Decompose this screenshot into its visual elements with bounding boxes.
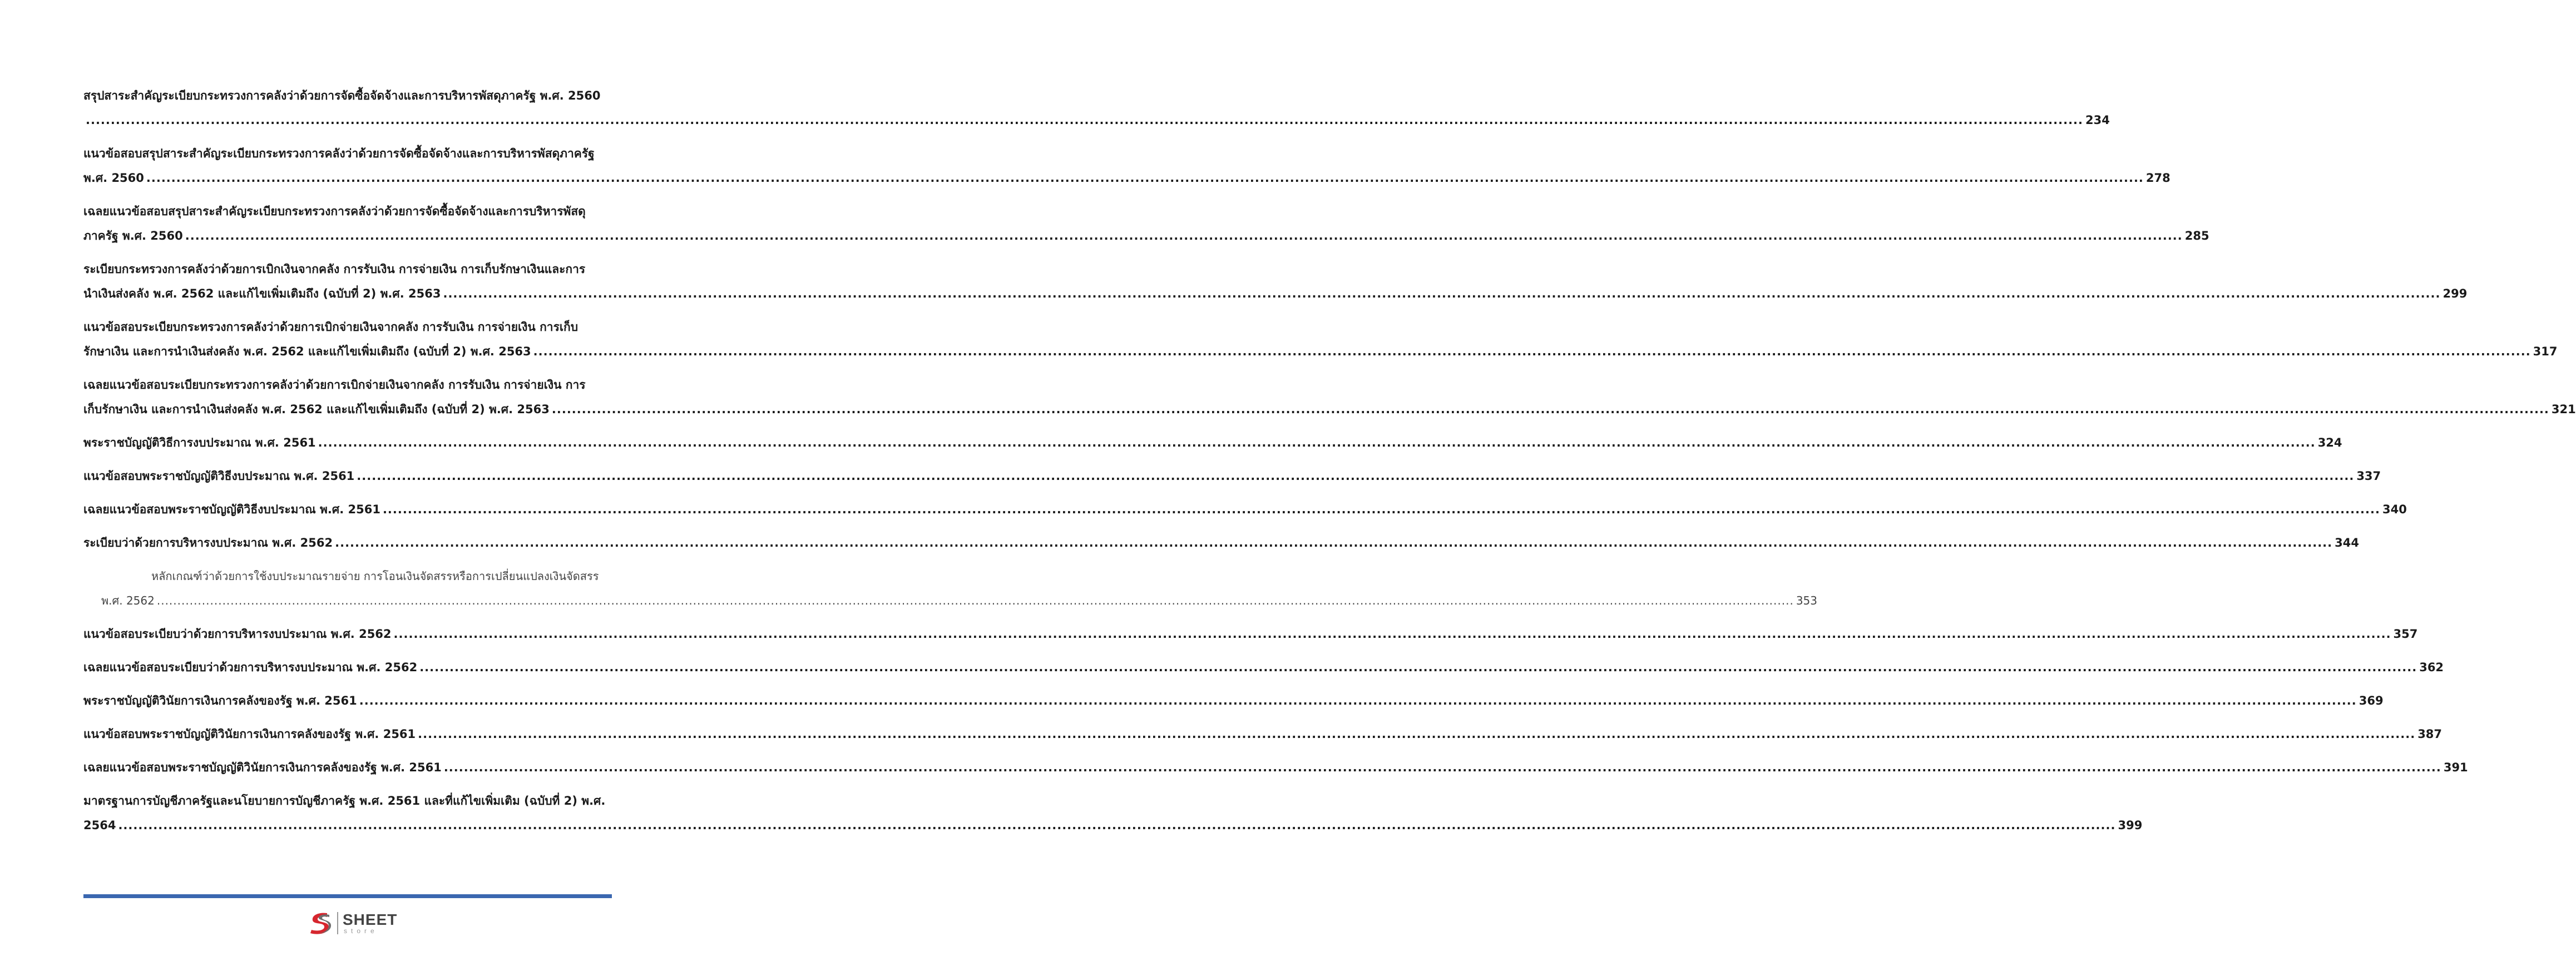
toc-entry-title-line2: เฉลยแนวข้อสอบระเบียบว่าด้วยการบริหารงบประมาณ พ.ศ. 2562	[83, 661, 418, 674]
toc-page-number: 369	[2359, 694, 2384, 707]
toc-leader-dots: ................................................................................................................................................................................................................................................................................................................................................................................................................	[118, 819, 2116, 832]
toc-entry[interactable]	[83, 430, 2342, 455]
toc-page-number: 353	[1796, 594, 1818, 607]
toc-page-number: 387	[2417, 727, 2442, 741]
toc-entry[interactable]	[83, 531, 2359, 555]
toc-entry[interactable]	[83, 755, 2468, 780]
toc-page-number: 321	[2551, 403, 2576, 416]
toc-leader-dots: ................................................................................................................................................................................................................................................................................................................................................................................................................	[443, 761, 2441, 774]
toc-entry[interactable]	[83, 373, 2576, 422]
toc-entry-title-line2: เฉลยแนวข้อสอบพระราชบัญญัติวิธีงบประมาณ พ.ศ. 2561	[83, 503, 380, 516]
toc-entry-title-line2: แนวข้อสอบระเบียบว่าด้วยการบริหารงบประมาณ พ.ศ. 2562	[83, 627, 392, 641]
toc-leader-dots: ................................................................................................................................................................................................................................................................................................................................................................................................................	[382, 503, 2380, 516]
toc-entry[interactable]	[83, 497, 2407, 522]
toc-page-number: 337	[2356, 469, 2381, 483]
toc-page-number: 285	[2184, 229, 2209, 242]
toc-entry-title-line2: เฉลยแนวข้อสอบพระราชบัญญัติวินัยการเงินการคลังของรัฐ พ.ศ. 2561	[83, 761, 442, 774]
toc-page-number: 391	[2443, 761, 2468, 774]
toc-leader-dots: ................................................................................................................................................................................................................................................................................................................................................................................................................	[393, 627, 2391, 641]
toc-leader-dots: ................................................................................................................................................................................................................................................................................................................................................................................................................	[86, 113, 2084, 127]
toc-entry[interactable]	[83, 688, 2384, 713]
logo-brand-text: SHEET	[343, 911, 398, 928]
toc-page-number: 340	[2382, 503, 2407, 516]
toc-page-number: 357	[2393, 627, 2418, 641]
toc-leader-dots: ................................................................................................................................................................................................................................................................................................................................................................................................................	[318, 436, 2316, 449]
toc-leader-dots: ................................................................................................................................................................................................................................................................................................................................................................................................................	[146, 171, 2144, 185]
toc-entry-title-line2: แนวข้อสอบพระราชบัญญัติวินัยการเงินการคลังของรัฐ พ.ศ. 2561	[83, 727, 416, 741]
toc-entry[interactable]	[83, 464, 2381, 488]
toc-entry-title-line1: หลักเกณฑ์ว่าด้วยการใช้งบประมาณรายจ่าย การโอนเงินจัดสรรหรือการเปลี่ยนแปลงเงินจัดสรร	[151, 569, 599, 583]
toc-entry-title-line1: แนวข้อสอบระเบียบกระทรวงการคลังว่าด้วยการเบิกจ่ายเงินจากคลัง การรับเงิน การจ่ายเงิน การเก็บ	[83, 320, 579, 334]
toc-entry[interactable]	[83, 655, 2444, 680]
toc-entry[interactable]	[83, 722, 2442, 746]
toc-page-number: 278	[2145, 171, 2170, 185]
toc-entry-title-line1: เฉลยแนวข้อสอบสรุปสาระสำคัญระเบียบกระทรวงการคลังว่าด้วยการจัดซื้อจัดจ้างและการบริหารพัสดุ	[83, 205, 586, 218]
toc-leader-dots: ................................................................................................................................................................................................................................................................................................................................................................................................................	[419, 661, 2417, 674]
toc-entry[interactable]	[83, 141, 2170, 190]
sheet-store-logo-icon	[307, 910, 334, 937]
toc-entry-title-line2: นำเงินส่งคลัง พ.ศ. 2562 และแก้ไขเพิ่มเติมถึง (ฉบับที่ 2) พ.ศ. 2563	[83, 287, 441, 300]
toc-entry[interactable]	[83, 789, 2143, 838]
toc-entry-title-line2: เก็บรักษาเงิน และการนำเงินส่งคลัง พ.ศ. 2562 และแก้ไขเพิ่มเติมถึง (ฉบับที่ 2) พ.ศ. 2563	[83, 403, 550, 416]
toc-page-number: 299	[2442, 287, 2468, 300]
toc-entry-title-line1: ระเบียบกระทรวงการคลังว่าด้วยการเบิกเงินจากคลัง การรับเงิน การจ่ายเงิน การเก็บรักษาเงินและการ	[83, 262, 586, 276]
toc-entry-title-line2: พระราชบัญญัติวินัยการเงินการคลังของรัฐ พ.ศ. 2561	[83, 694, 357, 707]
toc-entry-title-line2: ระเบียบว่าด้วยการบริหารงบประมาณ พ.ศ. 2562	[83, 536, 333, 549]
toc-entry[interactable]	[83, 83, 2110, 132]
toc-leader-dots: ................................................................................................................................................................................................................................................................................................................................................................................................................	[335, 536, 2333, 549]
toc-leader-dots: ................................................................................................................................................................................................................................................................................................................................................................................................................	[533, 345, 2531, 358]
logo-separator	[337, 912, 338, 934]
toc-page-number: 317	[2533, 345, 2558, 358]
toc-entry[interactable]	[83, 257, 2468, 306]
toc-entry-title-line1: เฉลยแนวข้อสอบระเบียบกระทรวงการคลังว่าด้วยการเบิกจ่ายเงินจากคลัง การรับเงิน การจ่ายเงิน การ	[83, 378, 586, 392]
toc-page-number: 324	[2317, 436, 2342, 449]
toc-leader-dots: ................................................................................................................................................................................................................................................................................................................................................................................................................	[418, 727, 2416, 741]
toc-entry-title-line2: ภาครัฐ พ.ศ. 2560	[83, 229, 183, 242]
table-of-contents	[83, 83, 2576, 846]
toc-entry[interactable]	[83, 315, 2558, 364]
toc-entry-title-line2: พ.ศ. 2560	[83, 171, 144, 185]
toc-entry-title-line1: มาตรฐานการบัญชีภาครัฐและนโยบายการบัญชีภาครัฐ พ.ศ. 2561 และที่แก้ไขเพิ่มเติม (ฉบับที่ 2) พ.ศ.	[83, 794, 606, 807]
toc-leader-dots: ................................................................................................................................................................................................................................................................................................................................................................................................................	[551, 403, 2549, 416]
toc-entry[interactable]	[83, 199, 2209, 248]
toc-leader-dots: ................................................................................................................................................................................................................................................................................................................................................................................................................	[359, 694, 2357, 707]
toc-page-number: 399	[2118, 819, 2143, 832]
toc-entry-title-line2: 2564	[83, 819, 116, 832]
toc-entry-title-line2: แนวข้อสอบพระราชบัญญัติวิธีงบประมาณ พ.ศ. 2561	[83, 469, 355, 483]
toc-entry-title-line2: พ.ศ. 2562	[101, 594, 155, 607]
toc-page-number: 234	[2085, 113, 2110, 127]
toc-entry-title-line2: รักษาเงิน และการนำเงินส่งคลัง พ.ศ. 2562 และแก้ไขเพิ่มเติมถึง (ฉบับที่ 2) พ.ศ. 2563	[83, 345, 531, 358]
toc-entry[interactable]	[83, 564, 1818, 613]
toc-leader-dots: ................................................................................................................................................................................................................................................................................................................................................................................................................	[357, 469, 2355, 483]
toc-leader-dots: ................................................................................................................................................................................................................................................................................................................................................................................................................	[156, 594, 1794, 607]
toc-entry-title-line2: พระราชบัญญัติวิธีการงบประมาณ พ.ศ. 2561	[83, 436, 316, 449]
toc-page-number: 362	[2419, 661, 2444, 674]
toc-leader-dots: ................................................................................................................................................................................................................................................................................................................................................................................................................	[443, 287, 2441, 300]
toc-entry-title-line1: สรุปสาระสำคัญระเบียบกระทรวงการคลังว่าด้วยการจัดซื้อจัดจ้างและการบริหารพัสดุภาครัฐ พ.ศ. 2560	[83, 89, 601, 102]
toc-leader-dots: ................................................................................................................................................................................................................................................................................................................................................................................................................	[185, 229, 2183, 242]
footer-rule	[83, 894, 612, 898]
logo-brand-subtext: store	[344, 927, 378, 935]
toc-page-number: 344	[2335, 536, 2359, 549]
toc-entry[interactable]	[83, 622, 2418, 646]
sheet-store-logo	[307, 909, 397, 938]
toc-entry-title-line1: แนวข้อสอบสรุปสาระสำคัญระเบียบกระทรวงการคลังว่าด้วยการจัดซื้อจัดจ้างและการบริหารพัสดุภาครัฐ	[83, 147, 595, 160]
